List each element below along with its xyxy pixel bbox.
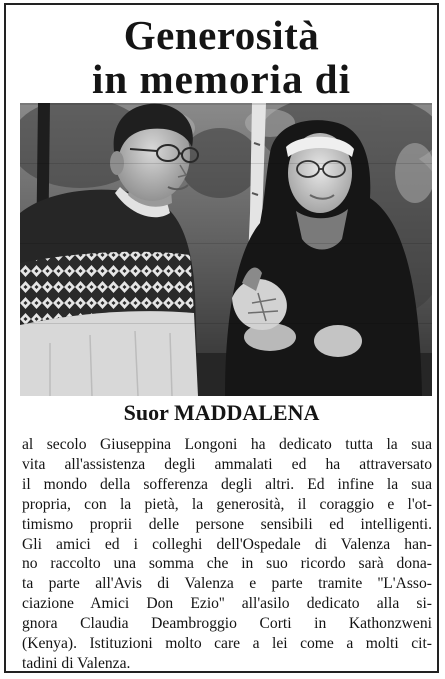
article-body: [22, 435, 432, 674]
body-line: il mondo della sofferenza degli altri. Ed infine la sua: [22, 475, 432, 493]
body-line: tadini di Valenza.: [22, 654, 131, 672]
headline-line-1: Generosità: [123, 12, 320, 58]
body-line: ciazione Amici Don Ezio'' all'asilo dedicato alla si-: [22, 595, 432, 613]
body-line: vita all'assistenza degli ammalati ed ha attraversato: [22, 455, 432, 473]
body-line: timismo proprii delle persone sensibili ed intelligenti.: [22, 515, 432, 533]
body-line: al secolo Giuseppina Longoni ha dedicato tutta la sua: [22, 436, 432, 453]
headline-line-2: in memoria di: [92, 56, 351, 102]
article-subhead: Suor MADDALENA: [123, 400, 320, 425]
body-line: gnora Claudia Deambroggio Corti in Kathonzweni: [22, 615, 432, 633]
article-frame: [4, 3, 439, 673]
body-line: ta parte all'Avis di Valenza e parte tramite ''L'Asso-: [22, 575, 432, 593]
body-line: (Kenya). Istituzioni molto care a lei come a molti cit-: [22, 635, 432, 653]
body-line: propria, con la pietà, la generosità, il coraggio e l'ot-: [22, 495, 432, 513]
body-line: no raccolto una somma che in suo ricordo sarà dona-: [22, 555, 432, 573]
article-photo: [20, 103, 432, 396]
body-line: Gli amici ed i colleghi dell'Ospedale di Valenza han-: [22, 535, 432, 553]
